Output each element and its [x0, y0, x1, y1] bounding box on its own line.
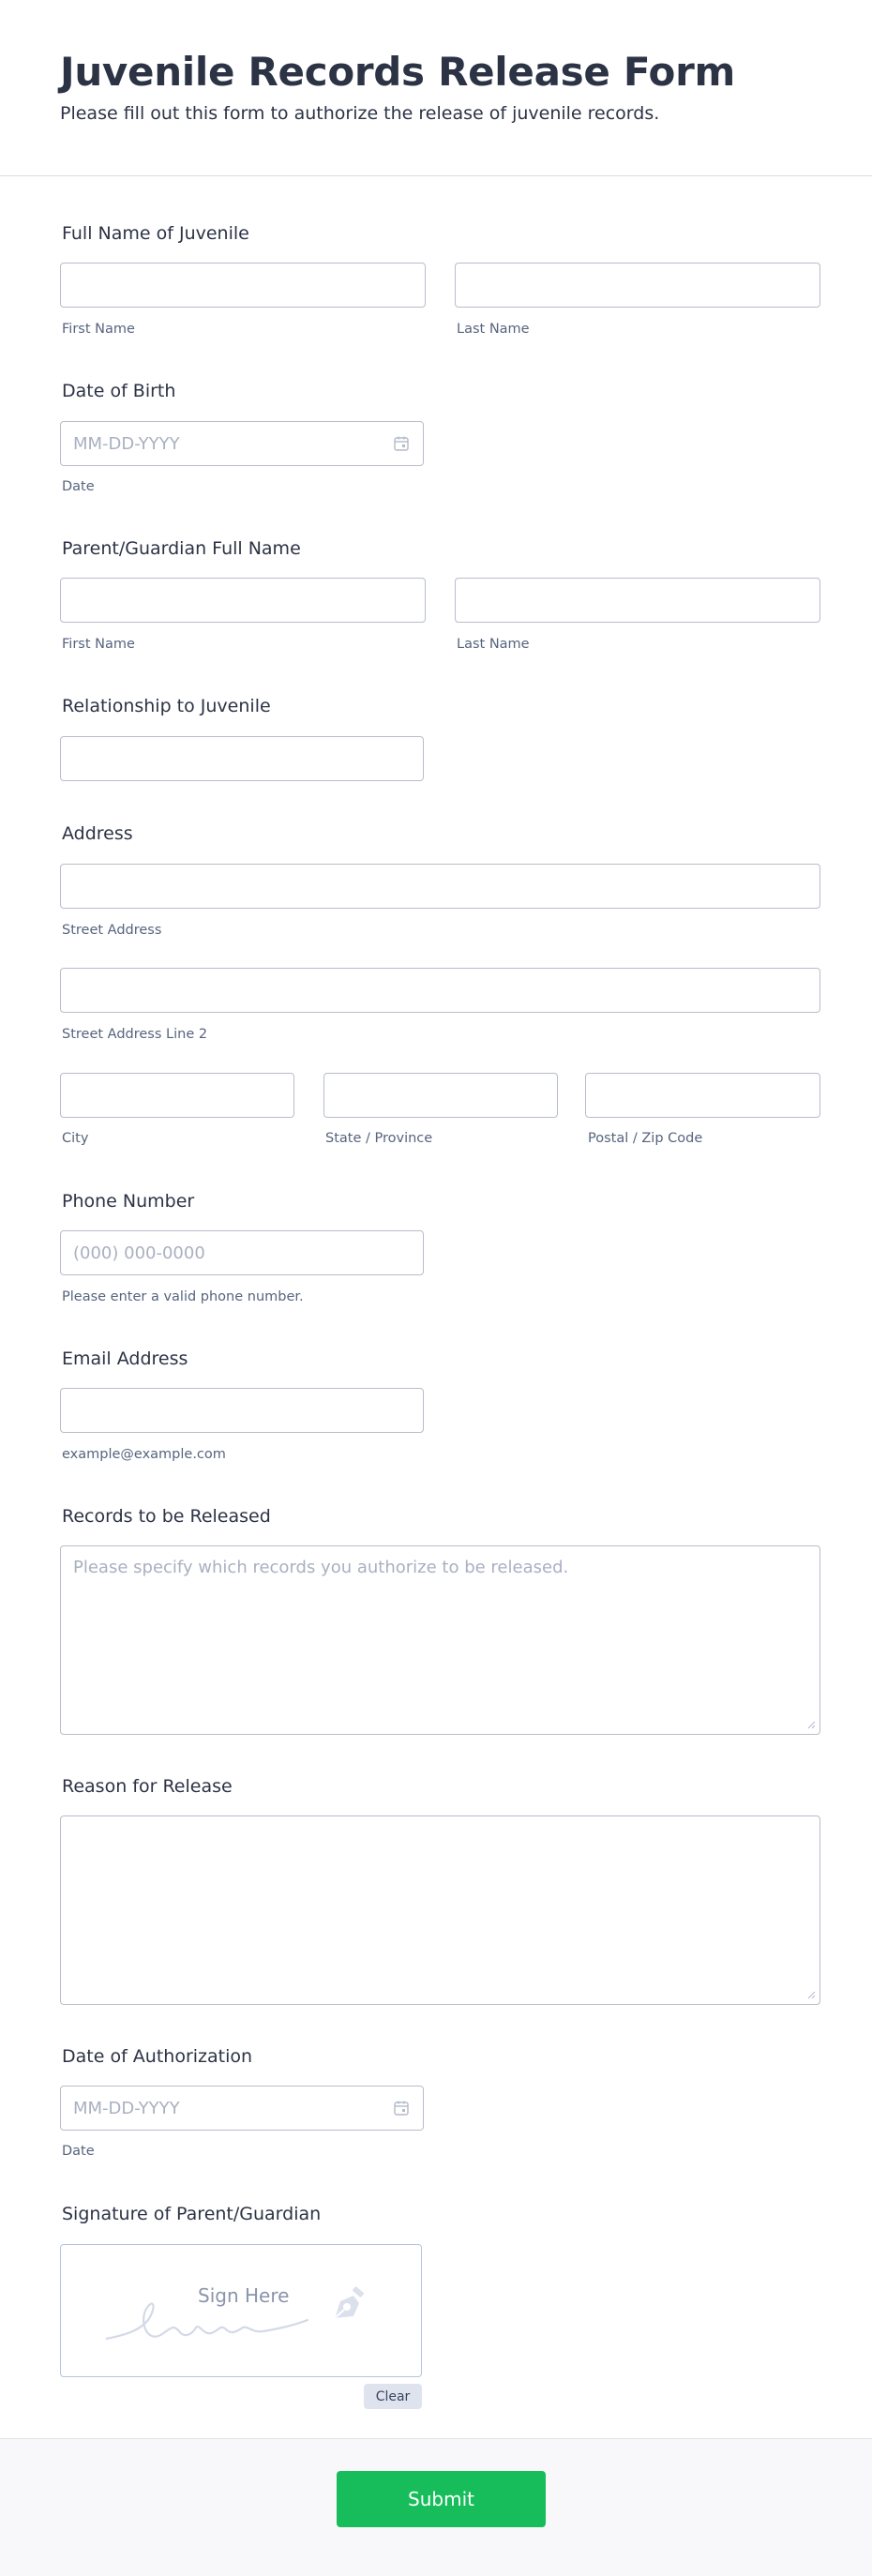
street-address-line2-input[interactable]: [60, 968, 820, 1013]
form-subtitle: Please fill out this form to authorize the release of juvenile records.: [60, 103, 660, 124]
city-sublabel: City: [62, 1131, 89, 1146]
sign-here-prompt: Sign Here: [198, 2284, 290, 2307]
state-sublabel: State / Province: [325, 1131, 433, 1146]
juvenile-last-name-sublabel: Last Name: [457, 322, 530, 337]
state-input[interactable]: [323, 1073, 558, 1118]
dob-label: Date of Birth: [62, 381, 176, 401]
guardian-last-name-sublabel: Last Name: [457, 637, 530, 652]
guardian-name-label: Parent/Guardian Full Name: [62, 538, 301, 559]
reason-label: Reason for Release: [62, 1776, 233, 1797]
auth-date-sublabel: Date: [62, 2144, 95, 2159]
reason-textarea[interactable]: [60, 1815, 820, 2005]
auth-date-label: Date of Authorization: [62, 2046, 253, 2067]
zip-sublabel: Postal / Zip Code: [588, 1131, 703, 1146]
email-input[interactable]: [60, 1388, 424, 1433]
juvenile-first-name-input[interactable]: [60, 263, 426, 308]
form-title: Juvenile Records Release Form: [60, 49, 735, 95]
calendar-icon[interactable]: [393, 435, 410, 452]
footer-divider: [0, 2438, 872, 2439]
auth-date-input[interactable]: [60, 2086, 424, 2131]
dob-sublabel: Date: [62, 479, 95, 494]
relationship-label: Relationship to Juvenile: [62, 696, 271, 716]
form-header: [0, 0, 872, 176]
street-address-sublabel: Street Address: [62, 923, 162, 938]
resize-grip-icon[interactable]: [806, 1990, 816, 1999]
signature-pad[interactable]: [60, 2244, 422, 2377]
pen-nib-icon: [325, 2284, 368, 2327]
street-address-line2-sublabel: Street Address Line 2: [62, 1027, 208, 1042]
records-textarea[interactable]: [60, 1545, 820, 1735]
phone-sublabel: Please enter a valid phone number.: [62, 1289, 304, 1304]
resize-grip-icon[interactable]: [806, 1720, 816, 1729]
email-label: Email Address: [62, 1348, 188, 1369]
clear-signature-button[interactable]: Clear: [364, 2384, 422, 2409]
guardian-last-name-input[interactable]: [455, 578, 820, 623]
juvenile-last-name-input[interactable]: [455, 263, 820, 308]
signature-label: Signature of Parent/Guardian: [62, 2204, 322, 2224]
juvenile-first-name-sublabel: First Name: [62, 322, 135, 337]
records-label: Records to be Released: [62, 1506, 271, 1527]
submit-button[interactable]: Submit: [337, 2471, 546, 2527]
calendar-icon[interactable]: [393, 2100, 410, 2117]
city-input[interactable]: [60, 1073, 294, 1118]
relationship-input[interactable]: [60, 736, 424, 781]
phone-label: Phone Number: [62, 1191, 195, 1212]
street-address-input[interactable]: [60, 864, 820, 909]
guardian-first-name-input[interactable]: [60, 578, 426, 623]
juvenile-name-label: Full Name of Juvenile: [62, 223, 249, 244]
email-sublabel: example@example.com: [62, 1447, 226, 1462]
guardian-first-name-sublabel: First Name: [62, 637, 135, 652]
dob-input[interactable]: [60, 421, 424, 466]
phone-input[interactable]: [60, 1230, 424, 1275]
zip-input[interactable]: [585, 1073, 820, 1118]
address-label: Address: [62, 823, 133, 844]
